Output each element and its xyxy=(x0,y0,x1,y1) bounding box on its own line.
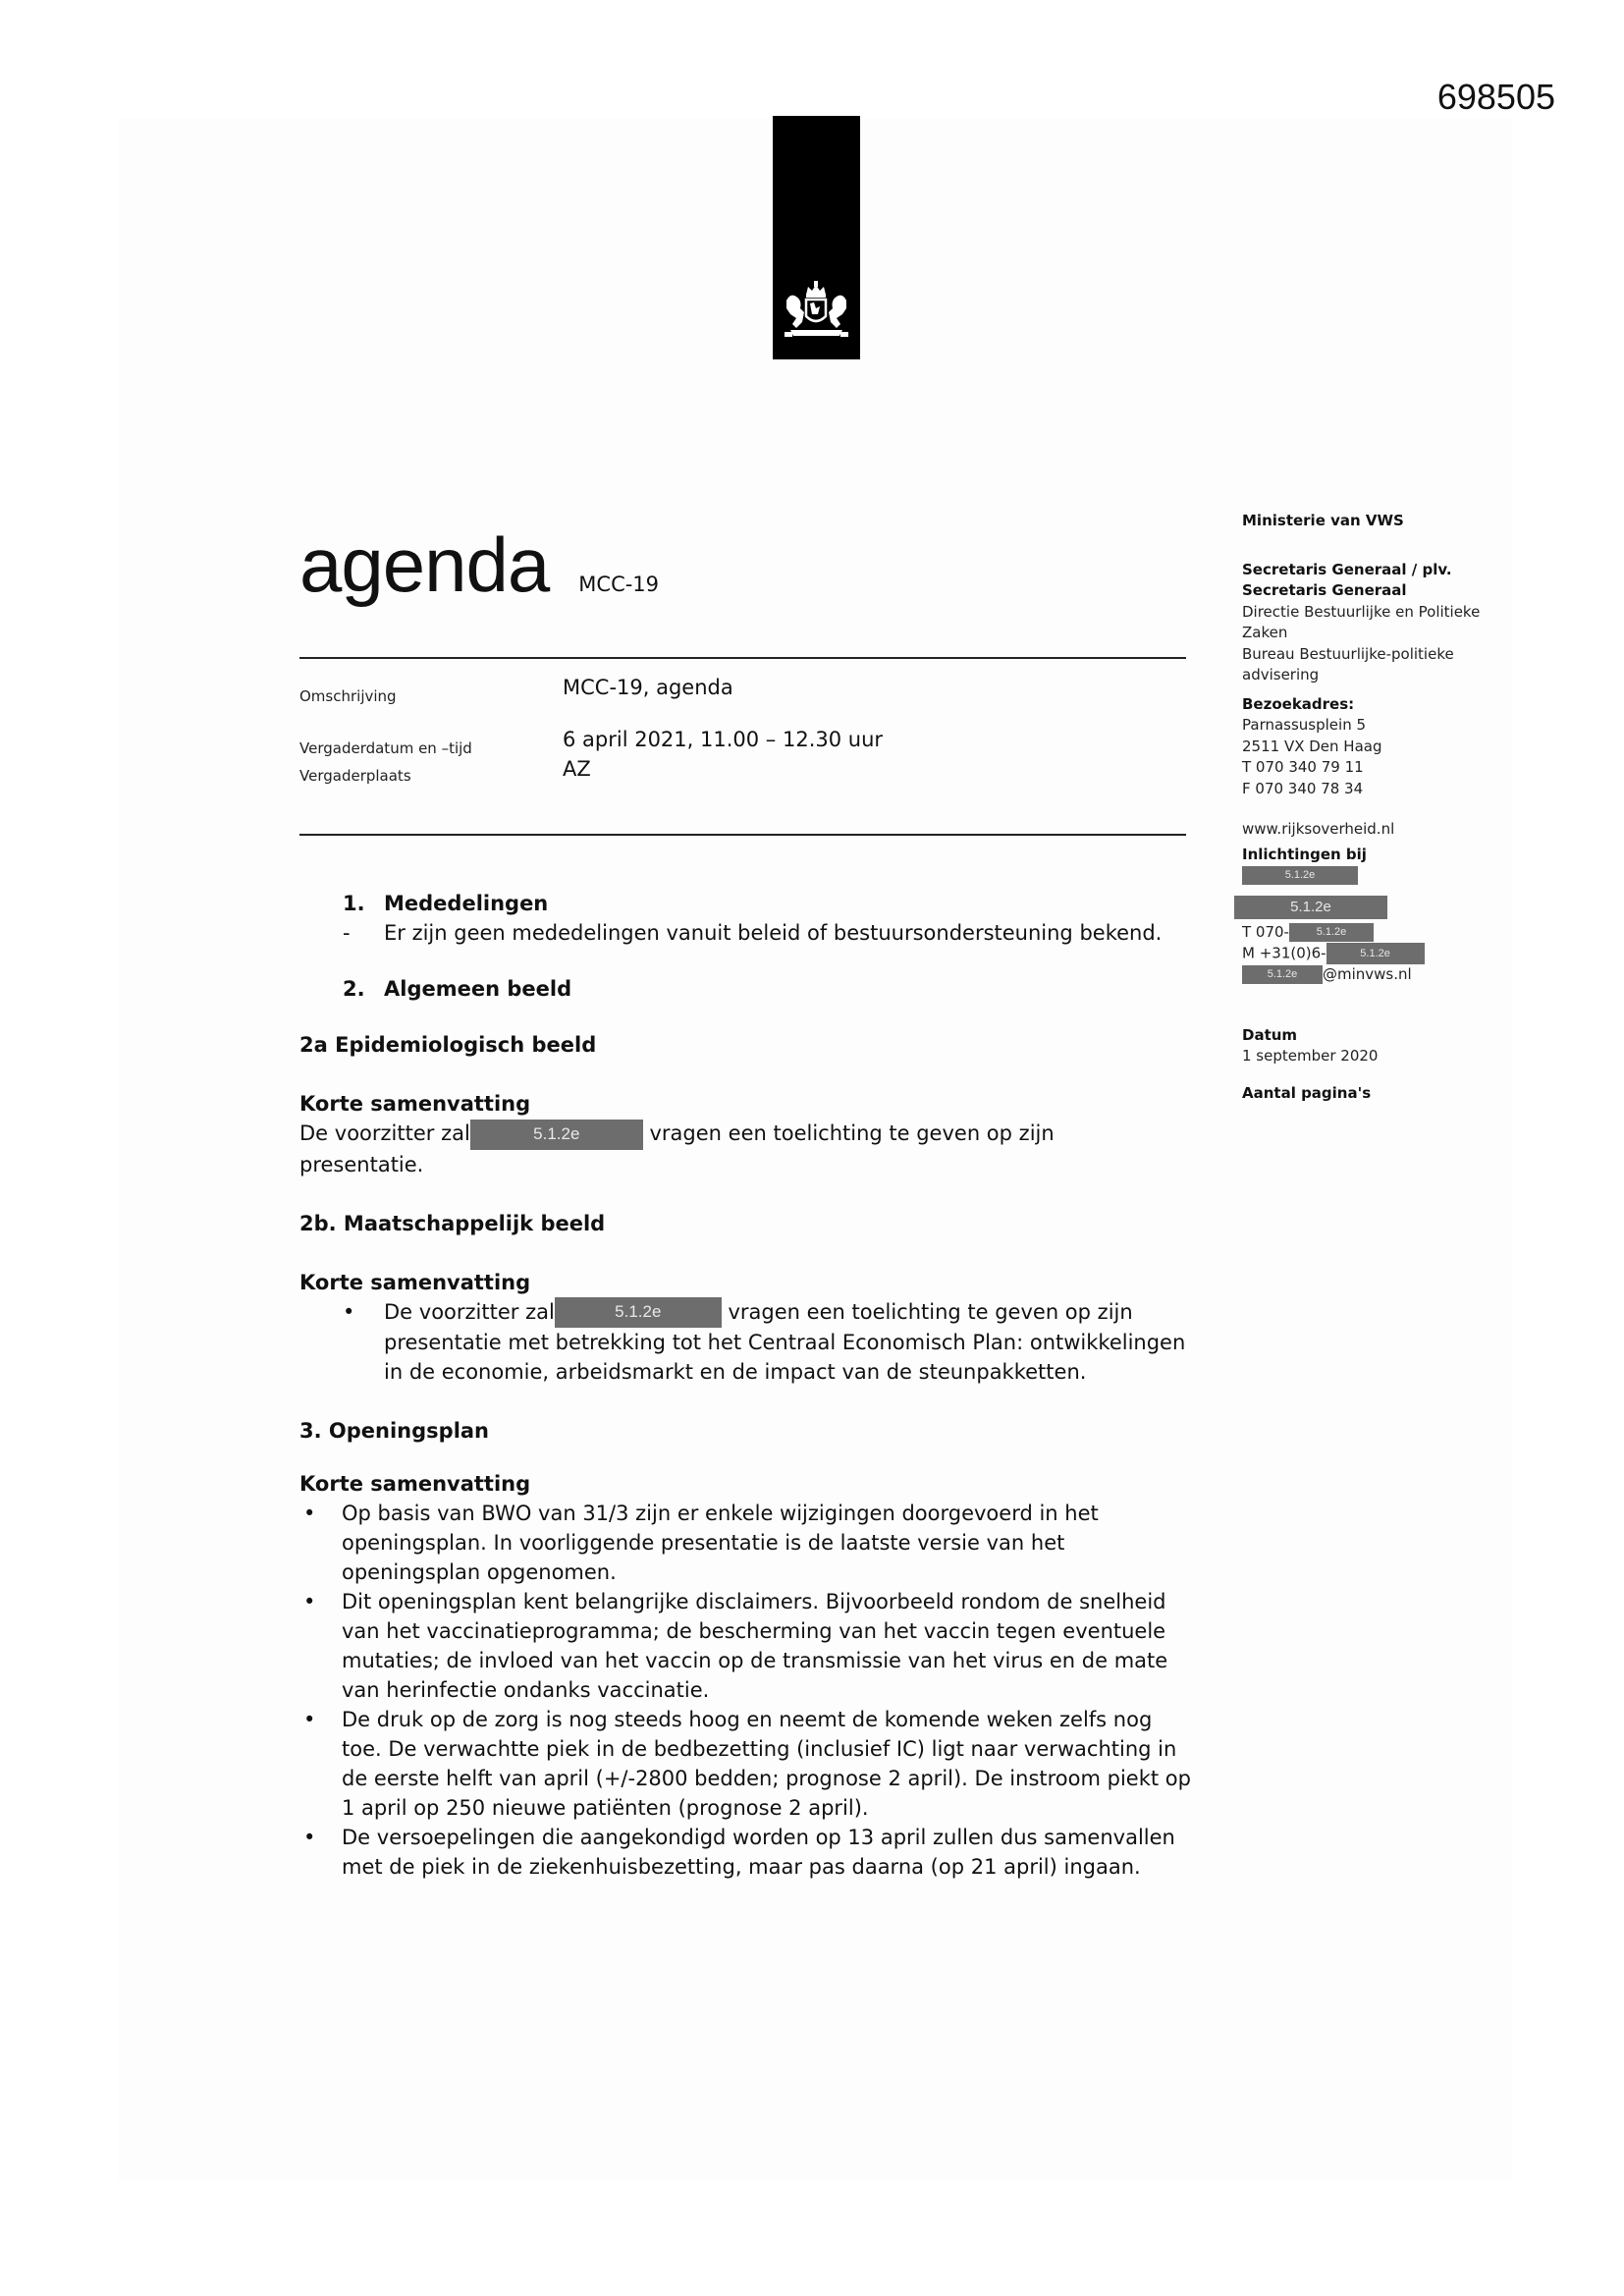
dept-line: Secretaris Generaal xyxy=(1242,581,1407,599)
dept-line: advisering xyxy=(1242,666,1320,683)
redaction-box: 5.1.2e xyxy=(1289,923,1374,942)
section-3-title: 3. Openingsplan xyxy=(299,1419,490,1443)
contact-email-suffix: @minvws.nl xyxy=(1323,965,1412,983)
omschrijving-value: MCC-19, agenda xyxy=(563,676,733,699)
redaction-box: 5.1.2e xyxy=(1234,896,1387,919)
text-fragment: De voorzitter zal xyxy=(299,1121,470,1145)
redaction-box: 5.1.2e xyxy=(1242,866,1358,885)
info-heading: Inlichtingen bij xyxy=(1242,845,1367,863)
dept-line: Zaken xyxy=(1242,624,1288,641)
vergaderdatum-value: 6 april 2021, 11.00 – 12.30 uur xyxy=(563,728,884,751)
website-link[interactable]: www.rijksoverheid.nl xyxy=(1242,820,1395,838)
city: 2511 VX Den Haag xyxy=(1242,737,1382,755)
list-item: • De versoepelingen die aangekondigd worden op 13 april zullen dus samenvallen met de piek in de ziekenhuisbezetting, maar pas daarna (op 21 april) ingaan. xyxy=(299,1823,1193,1882)
agenda-body xyxy=(299,889,1193,1882)
section-2-title: Algemeen beeld xyxy=(384,977,572,1001)
text-fragment: vragen een toelichting te geven op zijn xyxy=(649,1121,1055,1145)
dept-line: Secretaris Generaal / plv. xyxy=(1242,560,1452,578)
phone: T 070 340 79 11 xyxy=(1242,758,1364,776)
vergaderdatum-label: Vergaderdatum en –tijd xyxy=(299,739,472,757)
section-2a-summary-heading: Korte samenvatting xyxy=(299,1092,531,1116)
dept-line: Directie Bestuurlijke en Politieke xyxy=(1242,602,1481,621)
dash-marker: - xyxy=(343,921,351,945)
date-heading: Datum xyxy=(1242,1025,1298,1044)
date-value: 1 september 2020 xyxy=(1242,1047,1379,1065)
section-1-number: 1. xyxy=(343,892,365,915)
section-2b-list xyxy=(299,1297,1193,1388)
omschrijving-label: Omschrijving xyxy=(299,687,397,705)
section-2b-title: 2b. Maatschappelijk beeld xyxy=(299,1211,606,1235)
sender-sidebar xyxy=(1242,511,1537,1104)
document-header xyxy=(299,520,659,610)
contact-mobile-prefix: M +31(0)6- xyxy=(1242,944,1326,962)
section-1-heading xyxy=(343,889,1193,918)
section-2a-text xyxy=(299,1119,1193,1179)
redaction-box: 5.1.2e xyxy=(470,1120,643,1150)
bottom-divider xyxy=(299,834,1186,836)
section-2-number: 2. xyxy=(343,977,365,1001)
redaction-box: 5.1.2e xyxy=(555,1297,722,1328)
list-item: • Op basis van BWO van 31/3 zijn er enkele wijzigingen doorgevoerd in het openingsplan. In voorliggende presentatie is de laatste versie van het openingsplan opgenomen. xyxy=(299,1499,1193,1587)
pages-heading: Aantal pagina's xyxy=(1242,1083,1372,1102)
redaction-box: 5.1.2e xyxy=(1242,965,1323,984)
text-fragment: presentatie. xyxy=(299,1152,424,1176)
ministry-name: Ministerie van VWS xyxy=(1242,512,1404,529)
section-2a-title: 2a Epidemiologisch beeld xyxy=(299,1033,597,1057)
list-item: • De druk op de zorg is nog steeds hoog en neemt de komende weken zelfs nog toe. De verwachtte piek in de bedbezetting (inclusief IC) ligt naar verwachting in de eerste helft van april (+/-2800 bedden; prognose 2 april). De instroom piekt op 1 april op 250 nieuwe patiënten (prognose 2 april). xyxy=(299,1705,1193,1823)
street: Parnassusplein 5 xyxy=(1242,716,1367,734)
list-item xyxy=(299,1297,1193,1388)
document-subtitle: MCC-19 xyxy=(578,573,660,596)
section-3-summary-heading: Korte samenvatting xyxy=(299,1472,531,1496)
section-3-list xyxy=(299,1499,1193,1882)
text-fragment: De voorzitter zal xyxy=(384,1299,555,1324)
text-fragment: vragen een toelichting te geven op zijn presentatie met betrekking tot het Centraal Economisch Plan: ontwikkelingen in de economie, arbeidsmarkt en de impact van de steunpakketten. xyxy=(384,1299,1186,1384)
fax: F 070 340 78 34 xyxy=(1242,779,1364,797)
dept-line: Bureau Bestuurlijke-politieke xyxy=(1242,644,1454,663)
vergaderplaats-label: Vergaderplaats xyxy=(299,767,411,785)
document-number: 698505 xyxy=(1436,77,1555,117)
section-2b-summary-heading: Korte samenvatting xyxy=(299,1270,531,1294)
contact-phone-prefix: T 070- xyxy=(1242,922,1289,941)
section-1-text: Er zijn geen mededelingen vanuit beleid of bestuursondersteuning bekend. xyxy=(384,921,1163,945)
list-item: • Dit openingsplan kent belangrijke disclaimers. Bijvoorbeeld rondom de snelheid van het vaccinatieprogramma; de bescherming van het vaccin tegen eventuele mutaties; de invloed van het vaccin op de transmissie van het virus en de mate van herinfectie ondanks vaccinatie. xyxy=(299,1587,1193,1705)
rijksoverheid-logo xyxy=(773,116,860,359)
top-divider xyxy=(299,657,1186,659)
section-1-item xyxy=(343,918,1193,948)
section-1-title: Mededelingen xyxy=(384,892,549,915)
visit-address-heading: Bezoekadres: xyxy=(1242,694,1355,713)
coat-of-arms-icon xyxy=(781,279,852,346)
document-title: agenda xyxy=(299,521,550,608)
vergaderplaats-value: AZ xyxy=(563,757,591,781)
redaction-box: 5.1.2e xyxy=(1326,943,1425,964)
section-2-heading xyxy=(343,974,1193,1004)
